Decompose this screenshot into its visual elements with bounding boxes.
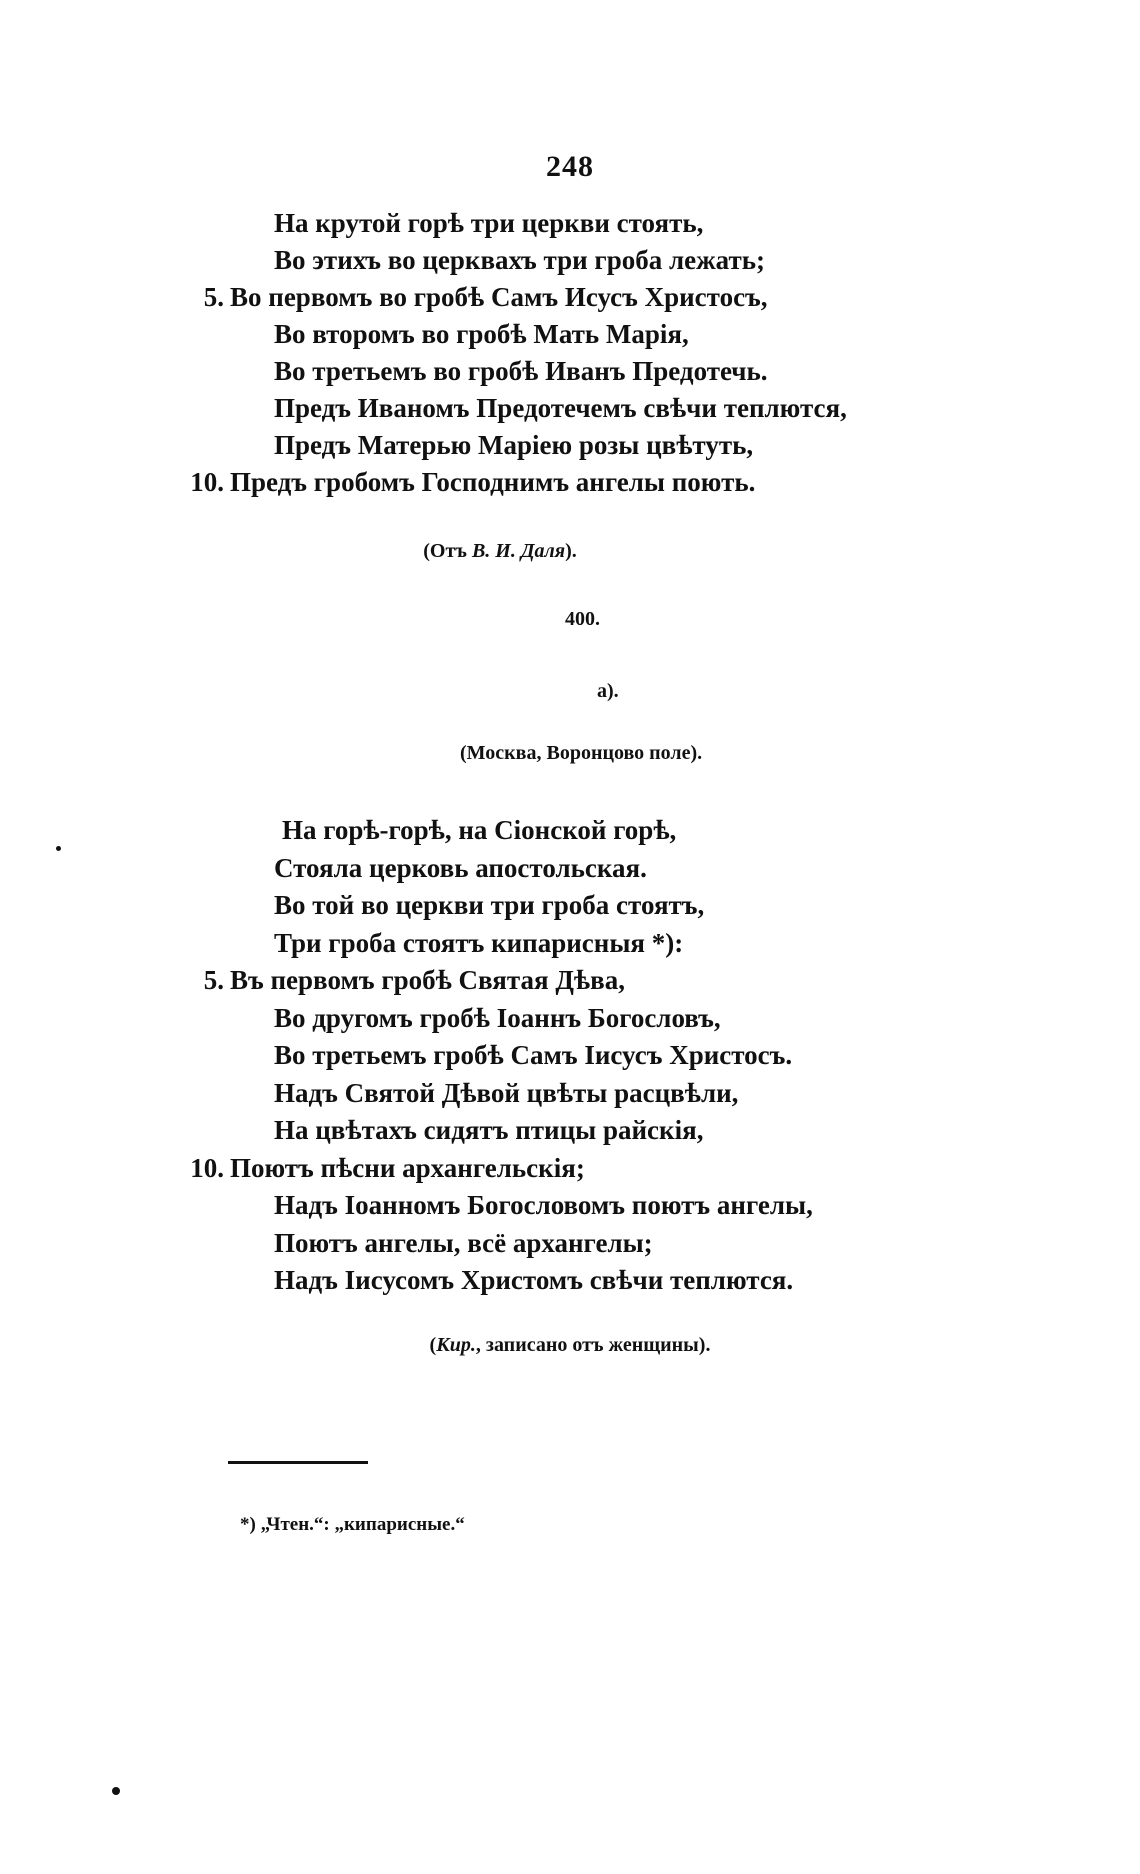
verse-line-text: Предъ гробомъ Господнимъ ангелы поють. xyxy=(230,467,756,497)
song-letter: а). xyxy=(597,680,619,702)
verse-line-text: Поютъ ангелы, всё архангелы; xyxy=(274,1227,653,1258)
attribution-a-prefix: (Отъ xyxy=(423,540,472,562)
verse-line xyxy=(230,925,950,963)
verse-line-text: На горѣ-горѣ, на Сіонской горѣ, xyxy=(282,815,677,845)
verse-line xyxy=(230,1112,950,1150)
verse-line xyxy=(230,1225,950,1263)
verse-line xyxy=(230,1187,950,1225)
verse-line xyxy=(230,205,950,242)
attribution-b-name: Кир. xyxy=(436,1334,476,1356)
verse-line-text: Во третьемъ во гробѣ Иванъ Предотечь. xyxy=(274,356,768,386)
line-number: 10. xyxy=(190,467,224,497)
verse-line-text: Въ первомъ гробѣ Святая Дѣва, xyxy=(230,965,625,995)
verse-line xyxy=(230,1037,950,1075)
attribution-b xyxy=(0,1334,1140,1357)
place-line: (Москва, Воронцово поле). xyxy=(460,742,703,764)
verse-line-text: Во другомъ гробѣ Іоаннъ Богословъ, xyxy=(274,1002,721,1033)
verse-line-text: Поютъ пѣсни архангельскія; xyxy=(230,1152,585,1183)
verse-line-text: Во первомъ во гробѣ Самъ Исусъ Христосъ, xyxy=(230,282,768,312)
verse-line-text: Во этихъ во церквахъ три гроба лежать; xyxy=(274,245,765,275)
verse-line xyxy=(190,464,950,501)
verse-line xyxy=(230,353,950,390)
attribution-a xyxy=(0,540,1070,563)
verse-line-text: Предъ Иваномъ Предотечемъ свѣчи теплются, xyxy=(274,393,847,423)
verse-line-text: Надъ Іисусомъ Христомъ свѣчи теплются. xyxy=(274,1265,794,1295)
verse-line xyxy=(203,279,950,316)
verse-line xyxy=(190,1150,950,1188)
attribution-b-prefix: ( xyxy=(429,1334,437,1356)
verse-line-text: Во той во церкви три гроба стоятъ, xyxy=(274,890,705,920)
page-number: 248 xyxy=(546,150,594,183)
print-speck xyxy=(112,1787,120,1795)
verse-line-text: Предъ Матерью Маріею розы цвѣтуть, xyxy=(274,430,754,460)
verse-line-text: Надъ Святой Дѣвой цвѣты расцвѣли, xyxy=(274,1077,739,1108)
verse-line xyxy=(230,850,950,888)
attribution-b-suffix: , записано отъ женщины). xyxy=(475,1334,711,1356)
line-number: 10. xyxy=(190,1152,224,1183)
verse-line xyxy=(203,962,950,1000)
verse-line xyxy=(230,427,950,464)
song-number: 400. xyxy=(565,608,600,630)
line-number: 5. xyxy=(203,282,224,312)
verse-line xyxy=(230,1075,950,1113)
footnote: *) „Чтен.“: „кипарисные.“ xyxy=(240,1514,465,1535)
verse-line xyxy=(230,316,950,353)
verse-line xyxy=(230,812,950,850)
verse-line-text: На цвѣтахъ сидятъ птицы райскія, xyxy=(274,1115,704,1145)
line-number: 5. xyxy=(203,965,224,995)
verse-line-text: Во третьемъ гробѣ Самъ Іисусъ Христосъ. xyxy=(274,1040,793,1070)
verse-line-text: Три гроба стоятъ кипарисныя *): xyxy=(274,927,684,958)
attribution-a-name: В. И. Даля xyxy=(471,540,566,562)
attribution-a-suffix: ). xyxy=(565,540,577,562)
verse-line-text: На крутой горѣ три церкви стоять, xyxy=(274,208,704,238)
verse-line-text: Стояла церковь апостольская. xyxy=(274,852,647,883)
verse-block-a xyxy=(190,205,950,501)
verse-line xyxy=(230,390,950,427)
verse-line-text: Надъ Іоанномъ Богословомъ поютъ ангелы, xyxy=(274,1190,813,1220)
verse-line-text: Во второмъ во гробѣ Мать Марія, xyxy=(274,319,689,349)
verse-line xyxy=(230,1262,950,1300)
verse-line xyxy=(230,887,950,925)
verse-block-b xyxy=(190,812,950,1300)
verse-line xyxy=(230,242,950,279)
print-speck xyxy=(56,846,61,851)
footnote-rule xyxy=(228,1461,368,1464)
verse-line xyxy=(230,1000,950,1038)
